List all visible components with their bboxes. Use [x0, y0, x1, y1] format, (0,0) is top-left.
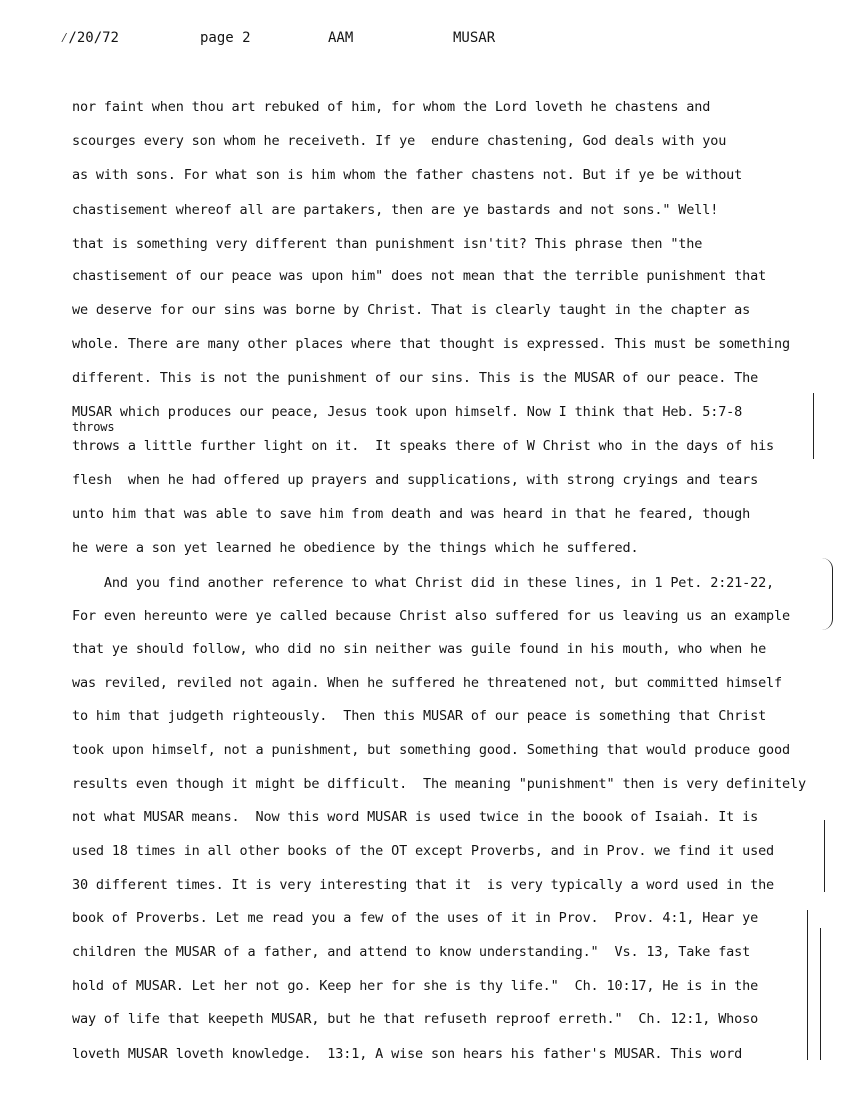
- text-line: we deserve for our sins was borne by Christ. That is clearly taught in the chapter as: [72, 302, 751, 318]
- text-line: not what MUSAR means. Now this word MUSAR is used twice in the boook of Isaiah. It is: [72, 809, 759, 825]
- text-line: different. This is not the punishment of our sins. This is the MUSAR of our peace. The: [72, 370, 759, 386]
- margin-curve-mark: [822, 558, 833, 630]
- text-line: used 18 times in all other books of the OT except Proverbs, and in Prov. we find it used: [72, 843, 775, 859]
- header-date: ⁄/20/72: [60, 30, 119, 46]
- text-line: For even hereunto were ye called because Christ also suffered for us leaving us an example: [72, 608, 790, 624]
- text-line: was reviled, reviled not again. When he suffered he threatened not, but committed himself: [72, 675, 783, 691]
- text-line: that is something very different than punishment isn'tit? This phrase then "the: [72, 236, 703, 252]
- text-line: chastisement of our peace was upon him" does not mean that the terrible punishment that: [72, 268, 767, 284]
- text-line: he were a son yet learned he obedience by the things which he suffered.: [72, 540, 639, 556]
- text-line: as with sons. For what son is him whom the father chastens not. But if ye be without: [72, 167, 743, 183]
- text-line: that ye should follow, who did no sin neither was guile found in his mouth, who when he: [72, 641, 767, 657]
- text-line: chastisement whereof all are partakers, then are ye bastards and not sons." Well!: [72, 202, 719, 218]
- text-line: loveth MUSAR loveth knowledge. 13:1, A wise son hears his father's MUSAR. This word: [72, 1046, 743, 1062]
- text-line: to him that judgeth righteously. Then this MUSAR of our peace is something that Christ: [72, 708, 767, 724]
- header-initials: AAM: [328, 30, 354, 46]
- text-line: unto him that was able to save him from death and was heard in that he feared, though: [72, 506, 751, 522]
- text-line: hold of MUSAR. Let her not go. Keep her for she is thy life." Ch. 10:17, He is in the: [72, 978, 759, 994]
- text-line: nor faint when thou art rebuked of him, for whom the Lord loveth he chastens and: [72, 99, 711, 115]
- text-line: MUSAR which produces our peace, Jesus took upon himself. Now I think that Heb. 5:7-8: [72, 404, 743, 420]
- page-header: [0, 30, 848, 52]
- text-line: 30 different times. It is very interesting that it is very typically a word used in the: [72, 877, 775, 893]
- text-line: took upon himself, not a punishment, but something good. Something that would produce good: [72, 742, 790, 758]
- header-page-number: page 2: [200, 30, 251, 46]
- margin-bracket-mark: [820, 928, 821, 1060]
- text-line-typed-correction: throws: [72, 420, 115, 434]
- text-line: book of Proverbs. Let me read you a few of the uses of it in Prov. Prov. 4:1, Hear ye: [72, 910, 759, 926]
- text-line: children the MUSAR of a father, and attend to know understanding." Vs. 13, Take fast: [72, 944, 751, 960]
- header-title: MUSAR: [453, 30, 496, 46]
- margin-bracket-mark: [824, 820, 825, 892]
- text-line: throws a little further light on it. It speaks there of W Christ who in the days of his: [72, 438, 775, 454]
- text-line: way of life that keepeth MUSAR, but he that refuseth reproof erreth." Ch. 12:1, Whoso: [72, 1011, 759, 1027]
- text-line: results even though it might be difficult. The meaning "punishment" then is very definitely: [72, 776, 806, 792]
- text-line: flesh when he had offered up prayers and supplications, with strong cryings and tears: [72, 472, 759, 488]
- margin-bracket-mark: [813, 393, 814, 459]
- margin-bracket-mark: [807, 910, 808, 1060]
- text-line-paragraph-start: And you find another reference to what Christ did in these lines, in 1 Pet. 2:21-22,: [72, 575, 775, 591]
- text-line: whole. There are many other places where that thought is expressed. This must be something: [72, 336, 790, 352]
- text-line: scourges every son whom he receiveth. If ye endure chastening, God deals with you: [72, 133, 727, 149]
